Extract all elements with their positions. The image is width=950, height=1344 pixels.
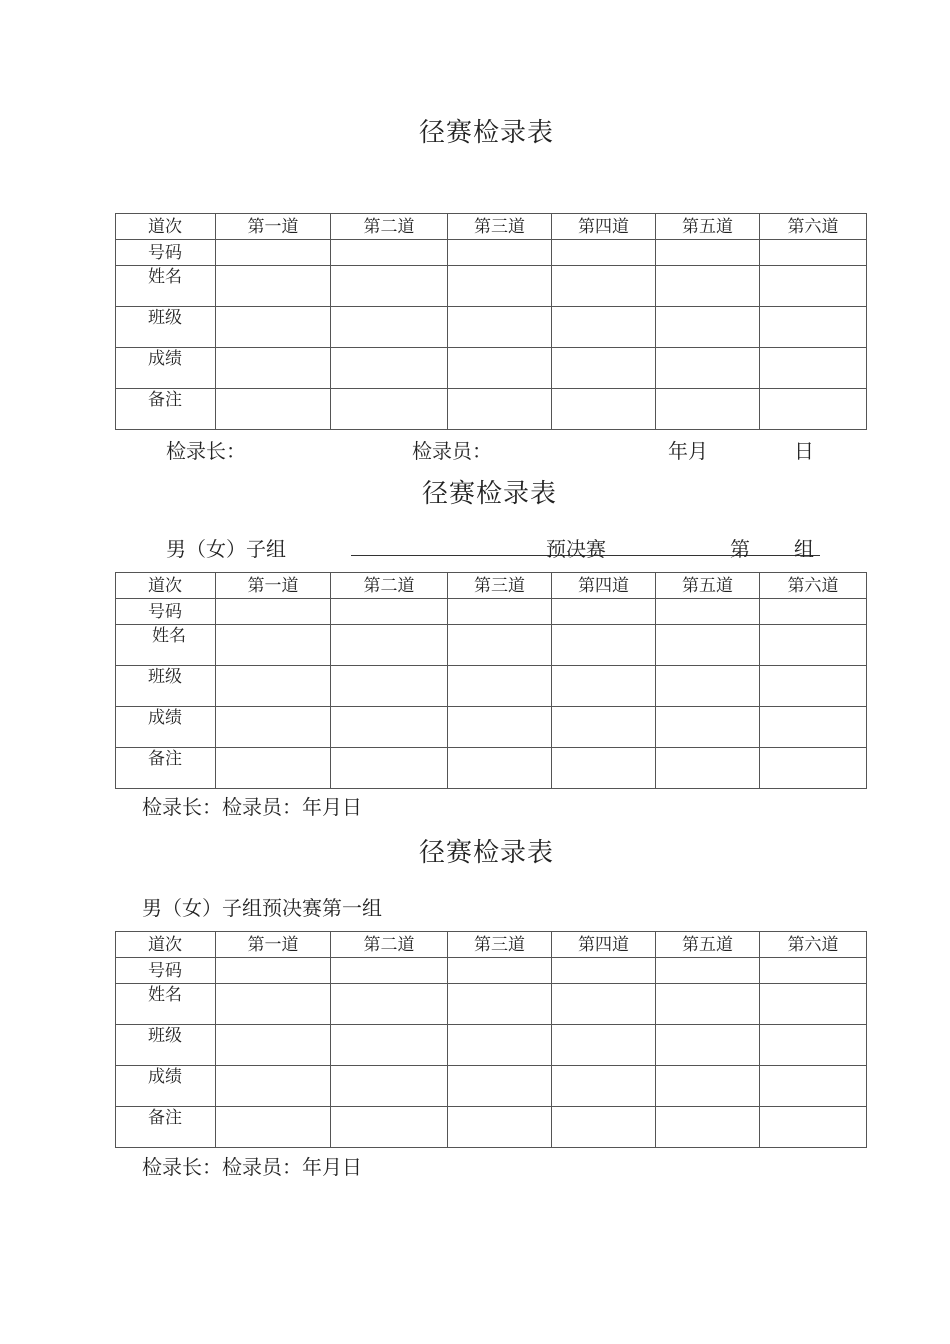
header-cell: 第六道 xyxy=(760,214,867,240)
sheet-2-title: 径赛检录表 xyxy=(422,479,558,509)
blank-cell xyxy=(216,958,331,984)
blank-cell xyxy=(331,1025,448,1066)
blank-cell xyxy=(552,599,656,625)
blank-cell xyxy=(216,625,331,666)
blank-cell xyxy=(448,1107,552,1148)
sheet-2-table xyxy=(115,572,867,789)
blank-cell xyxy=(656,240,760,266)
table-row xyxy=(116,307,867,348)
blank-cell xyxy=(656,984,760,1025)
blank-cell xyxy=(760,984,867,1025)
header-cell: 第五道 xyxy=(656,214,760,240)
blank-cell xyxy=(760,958,867,984)
sheet-2-round-label: 预决赛 xyxy=(546,537,606,561)
blank-cell xyxy=(760,1025,867,1066)
table-header-row xyxy=(116,214,867,240)
table-row xyxy=(116,666,867,707)
blank-cell xyxy=(448,1066,552,1107)
blank-cell xyxy=(331,1107,448,1148)
sheet-1-recorder-label: 检录员： xyxy=(412,439,492,463)
header-cell: 第三道 xyxy=(448,214,552,240)
row-label: 备注 xyxy=(116,1107,216,1148)
table-row xyxy=(116,240,867,266)
blank-cell xyxy=(448,984,552,1025)
blank-cell xyxy=(552,307,656,348)
sheet-1-title: 径赛检录表 xyxy=(419,118,555,148)
table-row xyxy=(116,984,867,1025)
blank-cell xyxy=(331,958,448,984)
blank-cell xyxy=(552,266,656,307)
blank-cell xyxy=(448,389,552,430)
row-label: 姓名 xyxy=(116,625,216,666)
blank-cell xyxy=(448,666,552,707)
table-row xyxy=(116,1107,867,1148)
blank-cell xyxy=(656,748,760,789)
header-cell: 第二道 xyxy=(331,932,448,958)
table-row xyxy=(116,625,867,666)
header-cell: 第一道 xyxy=(216,573,331,599)
header-cell: 第二道 xyxy=(331,573,448,599)
blank-cell xyxy=(656,389,760,430)
table-row xyxy=(116,1025,867,1066)
blank-cell xyxy=(760,599,867,625)
blank-cell xyxy=(448,1025,552,1066)
blank-cell xyxy=(552,1066,656,1107)
blank-cell xyxy=(552,625,656,666)
header-cell: 道次 xyxy=(116,214,216,240)
row-label: 班级 xyxy=(116,307,216,348)
blank-cell xyxy=(216,707,331,748)
blank-cell xyxy=(656,266,760,307)
blank-cell xyxy=(552,348,656,389)
blank-cell xyxy=(216,748,331,789)
blank-cell xyxy=(448,266,552,307)
blank-cell xyxy=(331,1066,448,1107)
header-cell: 第三道 xyxy=(448,573,552,599)
blank-cell xyxy=(656,307,760,348)
row-label: 班级 xyxy=(116,1025,216,1066)
sheet-3-table xyxy=(115,931,867,1148)
blank-cell xyxy=(656,707,760,748)
blank-cell xyxy=(656,666,760,707)
blank-cell xyxy=(760,666,867,707)
blank-cell xyxy=(448,240,552,266)
blank-cell xyxy=(331,599,448,625)
header-cell: 第四道 xyxy=(552,932,656,958)
row-label: 姓名 xyxy=(116,266,216,307)
blank-cell xyxy=(552,240,656,266)
table-row xyxy=(116,348,867,389)
blank-cell xyxy=(552,748,656,789)
sheet-2-unit-label: 组 xyxy=(794,537,814,561)
blank-cell xyxy=(656,1025,760,1066)
sheet-3-footer: 检录长：检录员：年月日 xyxy=(142,1155,362,1179)
blank-cell xyxy=(331,707,448,748)
blank-cell xyxy=(216,1107,331,1148)
blank-cell xyxy=(760,389,867,430)
header-cell: 道次 xyxy=(116,573,216,599)
sheet-2-footer: 检录长：检录员：年月日 xyxy=(142,795,362,819)
blank-cell xyxy=(552,1107,656,1148)
blank-cell xyxy=(656,1066,760,1107)
table-row xyxy=(116,748,867,789)
table-row xyxy=(116,707,867,748)
blank-cell xyxy=(760,707,867,748)
row-label: 备注 xyxy=(116,389,216,430)
header-cell: 第四道 xyxy=(552,214,656,240)
blank-cell xyxy=(331,240,448,266)
blank-cell xyxy=(216,266,331,307)
table-header-row xyxy=(116,932,867,958)
blank-cell xyxy=(656,625,760,666)
row-label: 成绩 xyxy=(116,707,216,748)
row-label: 号码 xyxy=(116,599,216,625)
blank-cell xyxy=(760,748,867,789)
blank-cell xyxy=(552,666,656,707)
blank-cell xyxy=(331,984,448,1025)
blank-cell xyxy=(216,389,331,430)
blank-cell xyxy=(656,1107,760,1148)
header-cell: 第一道 xyxy=(216,214,331,240)
sheet-1-chief-label: 检录长： xyxy=(166,439,246,463)
blank-cell xyxy=(656,348,760,389)
table-row xyxy=(116,389,867,430)
blank-cell xyxy=(448,625,552,666)
blank-cell xyxy=(331,307,448,348)
blank-cell xyxy=(448,748,552,789)
header-cell: 第四道 xyxy=(552,573,656,599)
row-label: 成绩 xyxy=(116,348,216,389)
header-cell: 第六道 xyxy=(760,573,867,599)
table-row xyxy=(116,1066,867,1107)
blank-cell xyxy=(216,984,331,1025)
sheet-1-year-month-label: 年月 xyxy=(668,439,708,463)
blank-cell xyxy=(331,625,448,666)
blank-cell xyxy=(448,958,552,984)
header-cell: 道次 xyxy=(116,932,216,958)
blank-cell xyxy=(448,599,552,625)
blank-cell xyxy=(331,666,448,707)
table-row xyxy=(116,266,867,307)
sheet-1-day-label: 日 xyxy=(794,439,814,463)
table-row xyxy=(116,599,867,625)
blank-cell xyxy=(656,958,760,984)
blank-cell xyxy=(552,984,656,1025)
blank-cell xyxy=(552,707,656,748)
header-cell: 第一道 xyxy=(216,932,331,958)
header-cell: 第三道 xyxy=(448,932,552,958)
row-label: 备注 xyxy=(116,748,216,789)
row-label: 号码 xyxy=(116,240,216,266)
sheet-3-title: 径赛检录表 xyxy=(419,838,555,868)
table-header-row xyxy=(116,573,867,599)
blank-cell xyxy=(216,307,331,348)
row-label: 班级 xyxy=(116,666,216,707)
blank-cell xyxy=(331,389,448,430)
header-cell: 第二道 xyxy=(331,214,448,240)
sheet-1-table xyxy=(115,213,867,430)
blank-cell xyxy=(331,266,448,307)
blank-cell xyxy=(760,1107,867,1148)
sheet-2-group-label: 男（女）子组 xyxy=(166,537,286,561)
blank-cell xyxy=(552,958,656,984)
row-label: 号码 xyxy=(116,958,216,984)
blank-cell xyxy=(216,348,331,389)
blank-cell xyxy=(448,307,552,348)
blank-cell xyxy=(216,1066,331,1107)
blank-cell xyxy=(760,625,867,666)
blank-cell xyxy=(216,599,331,625)
blank-cell xyxy=(760,266,867,307)
blank-cell xyxy=(216,666,331,707)
header-cell: 第五道 xyxy=(656,932,760,958)
blank-cell xyxy=(760,240,867,266)
sheet-2-ordinal-label: 第 xyxy=(730,537,750,561)
blank-cell xyxy=(552,1025,656,1066)
blank-cell xyxy=(656,599,760,625)
blank-cell xyxy=(448,348,552,389)
blank-cell xyxy=(760,307,867,348)
blank-cell xyxy=(216,1025,331,1066)
sheet-3-group-line: 男（女）子组预决赛第一组 xyxy=(142,896,382,920)
blank-cell xyxy=(331,748,448,789)
table-row xyxy=(116,958,867,984)
row-label: 姓名 xyxy=(116,984,216,1025)
row-label: 成绩 xyxy=(116,1066,216,1107)
blank-cell xyxy=(760,348,867,389)
blank-cell xyxy=(448,707,552,748)
header-cell: 第六道 xyxy=(760,932,867,958)
blank-cell xyxy=(331,348,448,389)
blank-cell xyxy=(552,389,656,430)
blank-cell xyxy=(760,1066,867,1107)
blank-cell xyxy=(216,240,331,266)
header-cell: 第五道 xyxy=(656,573,760,599)
